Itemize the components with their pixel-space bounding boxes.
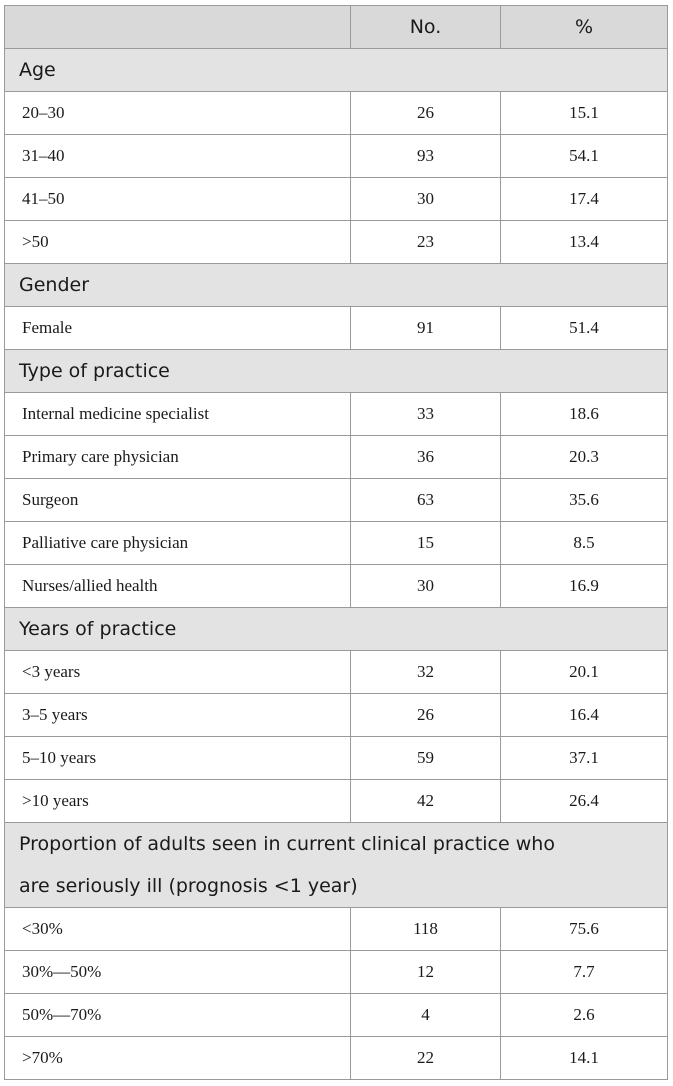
row-percent: 75.6 [501, 908, 668, 951]
row-count: 91 [351, 307, 501, 350]
demographics-table [4, 5, 668, 1080]
row-count: 23 [351, 221, 501, 264]
row-count: 4 [351, 994, 501, 1037]
row-count: 32 [351, 651, 501, 694]
table-row [5, 651, 668, 694]
section-title: Type of practice [5, 350, 668, 393]
row-percent: 18.6 [501, 393, 668, 436]
section-row [5, 264, 668, 307]
header-percent: % [501, 6, 668, 49]
row-label: 3–5 years [5, 694, 351, 737]
table-header-row [5, 6, 668, 49]
row-label: <3 years [5, 651, 351, 694]
table-row [5, 178, 668, 221]
table-row [5, 1037, 668, 1080]
row-count: 26 [351, 694, 501, 737]
row-percent: 20.3 [501, 436, 668, 479]
section-title: Years of practice [5, 608, 668, 651]
row-percent: 2.6 [501, 994, 668, 1037]
row-label: Surgeon [5, 479, 351, 522]
section-row [5, 350, 668, 393]
row-label: >10 years [5, 780, 351, 823]
header-no: No. [351, 6, 501, 49]
row-label: <30% [5, 908, 351, 951]
row-percent: 37.1 [501, 737, 668, 780]
row-label: 41–50 [5, 178, 351, 221]
row-count: 22 [351, 1037, 501, 1080]
row-label: >70% [5, 1037, 351, 1080]
row-label: 50%—70% [5, 994, 351, 1037]
table-row [5, 307, 668, 350]
row-count: 36 [351, 436, 501, 479]
row-percent: 51.4 [501, 307, 668, 350]
row-count: 63 [351, 479, 501, 522]
table-row [5, 565, 668, 608]
section-row [5, 608, 668, 651]
table-row [5, 780, 668, 823]
row-count: 118 [351, 908, 501, 951]
row-label: 20–30 [5, 92, 351, 135]
row-count: 15 [351, 522, 501, 565]
row-count: 33 [351, 393, 501, 436]
table-row [5, 737, 668, 780]
section-row [5, 49, 668, 92]
row-label: Palliative care physician [5, 522, 351, 565]
section-row [5, 823, 668, 908]
table-row [5, 221, 668, 264]
table-row [5, 436, 668, 479]
row-percent: 17.4 [501, 178, 668, 221]
row-label: Primary care physician [5, 436, 351, 479]
table-row [5, 393, 668, 436]
header-category [5, 6, 351, 49]
table-row [5, 908, 668, 951]
row-percent: 20.1 [501, 651, 668, 694]
row-percent: 13.4 [501, 221, 668, 264]
table-row [5, 522, 668, 565]
row-percent: 16.4 [501, 694, 668, 737]
row-count: 42 [351, 780, 501, 823]
row-label: 5–10 years [5, 737, 351, 780]
row-count: 30 [351, 565, 501, 608]
row-percent: 15.1 [501, 92, 668, 135]
row-percent: 54.1 [501, 135, 668, 178]
row-label: Internal medicine specialist [5, 393, 351, 436]
table-row [5, 694, 668, 737]
row-percent: 35.6 [501, 479, 668, 522]
row-count: 93 [351, 135, 501, 178]
row-count: 26 [351, 92, 501, 135]
table-row [5, 951, 668, 994]
row-percent: 14.1 [501, 1037, 668, 1080]
row-percent: 7.7 [501, 951, 668, 994]
table-body [5, 6, 668, 1080]
section-title: Gender [5, 264, 668, 307]
row-percent: 16.9 [501, 565, 668, 608]
section-title: Proportion of adults seen in current clinical practice who are seriously ill (prognosis <1 year) [5, 823, 668, 908]
table-row [5, 135, 668, 178]
row-label: Female [5, 307, 351, 350]
table-row [5, 479, 668, 522]
row-count: 59 [351, 737, 501, 780]
row-label: Nurses/allied health [5, 565, 351, 608]
row-label: 31–40 [5, 135, 351, 178]
row-percent: 8.5 [501, 522, 668, 565]
row-count: 30 [351, 178, 501, 221]
row-label: 30%—50% [5, 951, 351, 994]
table-row [5, 994, 668, 1037]
table-row [5, 92, 668, 135]
row-percent: 26.4 [501, 780, 668, 823]
row-count: 12 [351, 951, 501, 994]
row-label: >50 [5, 221, 351, 264]
section-title: Age [5, 49, 668, 92]
